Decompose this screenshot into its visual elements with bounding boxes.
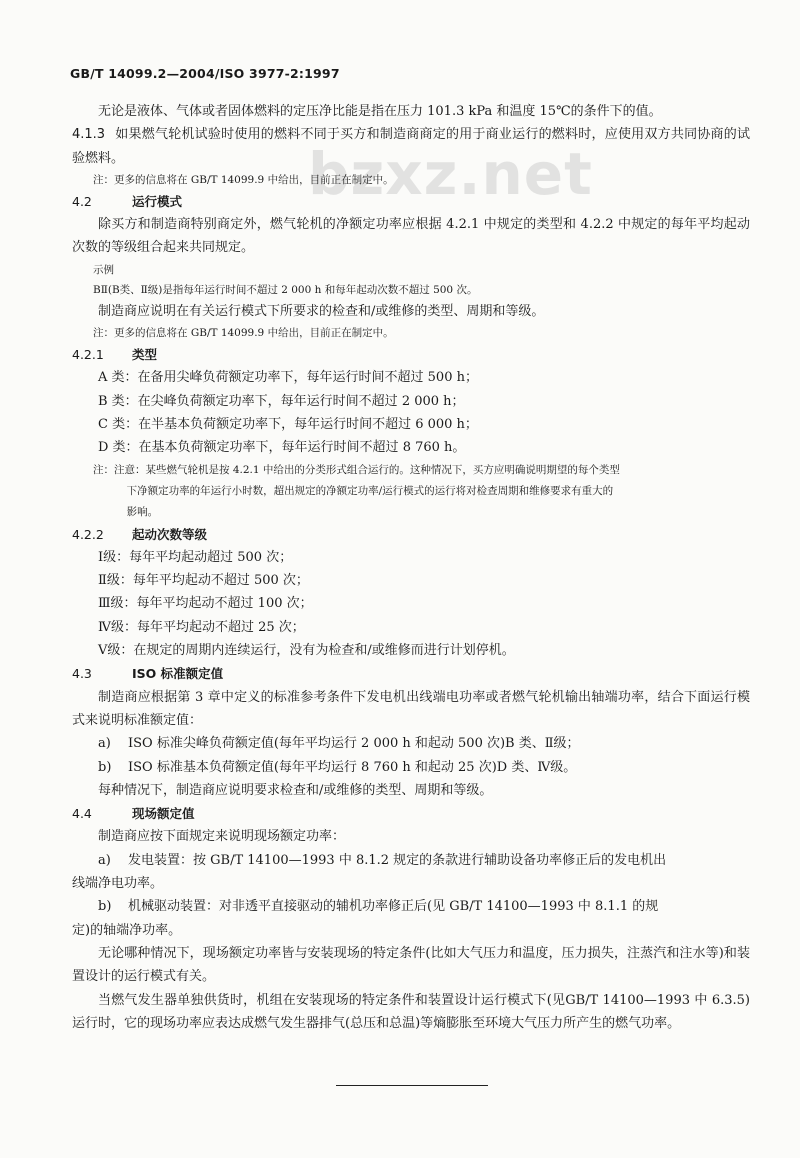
list-label: a) [98, 736, 111, 752]
list-label: b) [98, 759, 112, 775]
paragraph: 无论哪种情况下，现场额定功率皆与安装现场的特定条件(比如大气压力和温度，压力损失，注蒸汽和注水等)和装置设计的运行模式有关。 [72, 945, 750, 985]
grade-2: Ⅱ级：每年平均起动不超过 500 次； [98, 573, 309, 589]
paragraph: 制造商应根据第 3 章中定义的标准参考条件下发电机出线端电功率或者燃气轮机输出轴端功率，结合下面运行模式来说明标准额定值： [72, 689, 750, 728]
example-text: BⅡ(B类、Ⅱ级)是指每年运行时间不超过 2 000 h 和每年起动次数不超过 500 次。 [93, 283, 478, 296]
section-heading-4-3 [72, 662, 750, 685]
note-line: 影响。 [126, 505, 159, 518]
grade-5: Ⅴ级：在规定的周期内连续运行，没有为检查和/或维修而进行计划停机。 [98, 643, 515, 659]
note-line: 注：注意：某些燃气轮机是按 4.2.1 中给出的分类形式组合运行的。这种情况下，买方应明确说明期望的每个类型 [93, 463, 620, 476]
clause-4-1-3 [72, 123, 750, 170]
grade-3: Ⅲ级：每年平均起动不超过 100 次； [98, 596, 313, 612]
paragraph: 当燃气发生器单独供货时，机组在安装现场的特定条件和装置设计运行模式下(见GB/T 14100—1993 中 6.3.5)运行时，它的现场功率应表达成燃气发生器排气(总压和总温)等熵膨胀至环境大气压力所产生的燃气功率。 [72, 992, 750, 1031]
note-operating-modes [72, 460, 750, 523]
list-item [72, 849, 750, 872]
grade-1: Ⅰ级：每年平均起动超过 500 次； [98, 549, 293, 565]
section-title: ISO 标准额定值 [132, 666, 224, 682]
paragraph: 制造商应按下面规定来说明现场额定功率： [98, 829, 346, 845]
clause-number: 4.1.3 [72, 127, 106, 143]
list-item-continuation: 定)的轴端净功率。 [72, 922, 182, 938]
note: 注：更多的信息将在 GB/T 14099.9 中给出，目前正在制定中。 [93, 173, 394, 186]
type-b: B 类：在尖峰负荷额定功率下，每年运行时间不超过 2 000 h； [98, 393, 465, 409]
list-item [72, 732, 750, 755]
list-item-continuation: 线端净电功率。 [72, 876, 164, 892]
note: 注：更多的信息将在 GB/T 14099.9 中给出，目前正在制定中。 [93, 327, 394, 340]
section-heading-4-4 [72, 802, 750, 825]
list-label: a) [98, 852, 111, 868]
document-body [72, 100, 750, 1035]
list-text: 机械驱动装置：对非透平直接驱动的辅机功率修正后(见 GB/T 14100—1993 中 8.1.1 的规 [128, 899, 659, 915]
section-number: 4.3 [72, 666, 92, 682]
list-text: ISO 标准基本负荷额定值(每年平均运行 8 760 h 和起动 25 次)D 类、Ⅳ级。 [128, 759, 577, 775]
section-number: 4.4 [72, 806, 92, 822]
type-d: D 类：在基本负荷额定功率下，每年运行时间不超过 8 760 h。 [98, 440, 466, 456]
paragraph: 除买方和制造商特别商定外，燃气轮机的净额定功率应根据 4.2.1 中规定的类型和 4.2.2 中规定的每年平均起动次数的等级组合起来共同规定。 [72, 217, 750, 256]
section-number: 4.2 [72, 193, 92, 209]
section-heading-4-2 [72, 190, 750, 213]
section-title: 运行模式 [132, 193, 183, 209]
list-item [72, 756, 750, 779]
list-item [72, 895, 750, 918]
type-c: C 类：在半基本负荷额定功率下，每年运行时间不超过 6 000 h； [98, 416, 478, 432]
clause-text: 如果燃气轮机试验时使用的燃料不同于买方和制造商商定的用于商业运行的燃料时，应使用双方共同协商的试验燃料。 [72, 127, 750, 166]
section-title: 现场额定值 [132, 806, 195, 822]
section-heading-4-2-2 [72, 523, 750, 546]
section-number: 4.2.1 [72, 347, 104, 363]
example-label: 示例 [93, 263, 114, 276]
type-a: A 类：在备用尖峰负荷额定功率下，每年运行时间不超过 500 h； [98, 370, 478, 386]
list-text: 发电装置：按 GB/T 14100—1993 中 8.1.2 规定的条款进行辅助设备功率修正后的发电机出 [128, 852, 667, 868]
paragraph: 无论是液体、气体或者固体燃料的定压净比能是指在压力 101.3 kPa 和温度 15℃的条件下的值。 [98, 104, 662, 119]
paragraph: 制造商应说明在有关运行模式下所要求的检查和/或维修的类型、周期和等级。 [98, 303, 545, 319]
watermark: bzxz.net [308, 140, 593, 208]
note-line: 下净额定功率的年运行小时数，超出规定的净额定功率/运行模式的运行将对检查周期和维修要求有重大的 [126, 484, 614, 497]
section-heading-4-2-1 [72, 343, 750, 366]
standard-header: GB/T 14099.2—2004/ISO 3977-2:1997 [70, 66, 340, 81]
list-label: b) [98, 899, 112, 915]
paragraph: 每种情况下，制造商应说明要求检查和/或维修的类型、周期和等级。 [98, 782, 493, 798]
section-title: 类型 [132, 347, 158, 363]
section-title: 起动次数等级 [132, 526, 208, 542]
list-text: ISO 标准尖峰负荷额定值(每年平均运行 2 000 h 和起动 500 次)B 类、Ⅱ级； [128, 736, 580, 752]
grade-4: Ⅳ级：每年平均起动不超过 25 次； [98, 619, 305, 635]
end-rule [336, 1085, 488, 1086]
section-number: 4.2.2 [72, 526, 104, 542]
